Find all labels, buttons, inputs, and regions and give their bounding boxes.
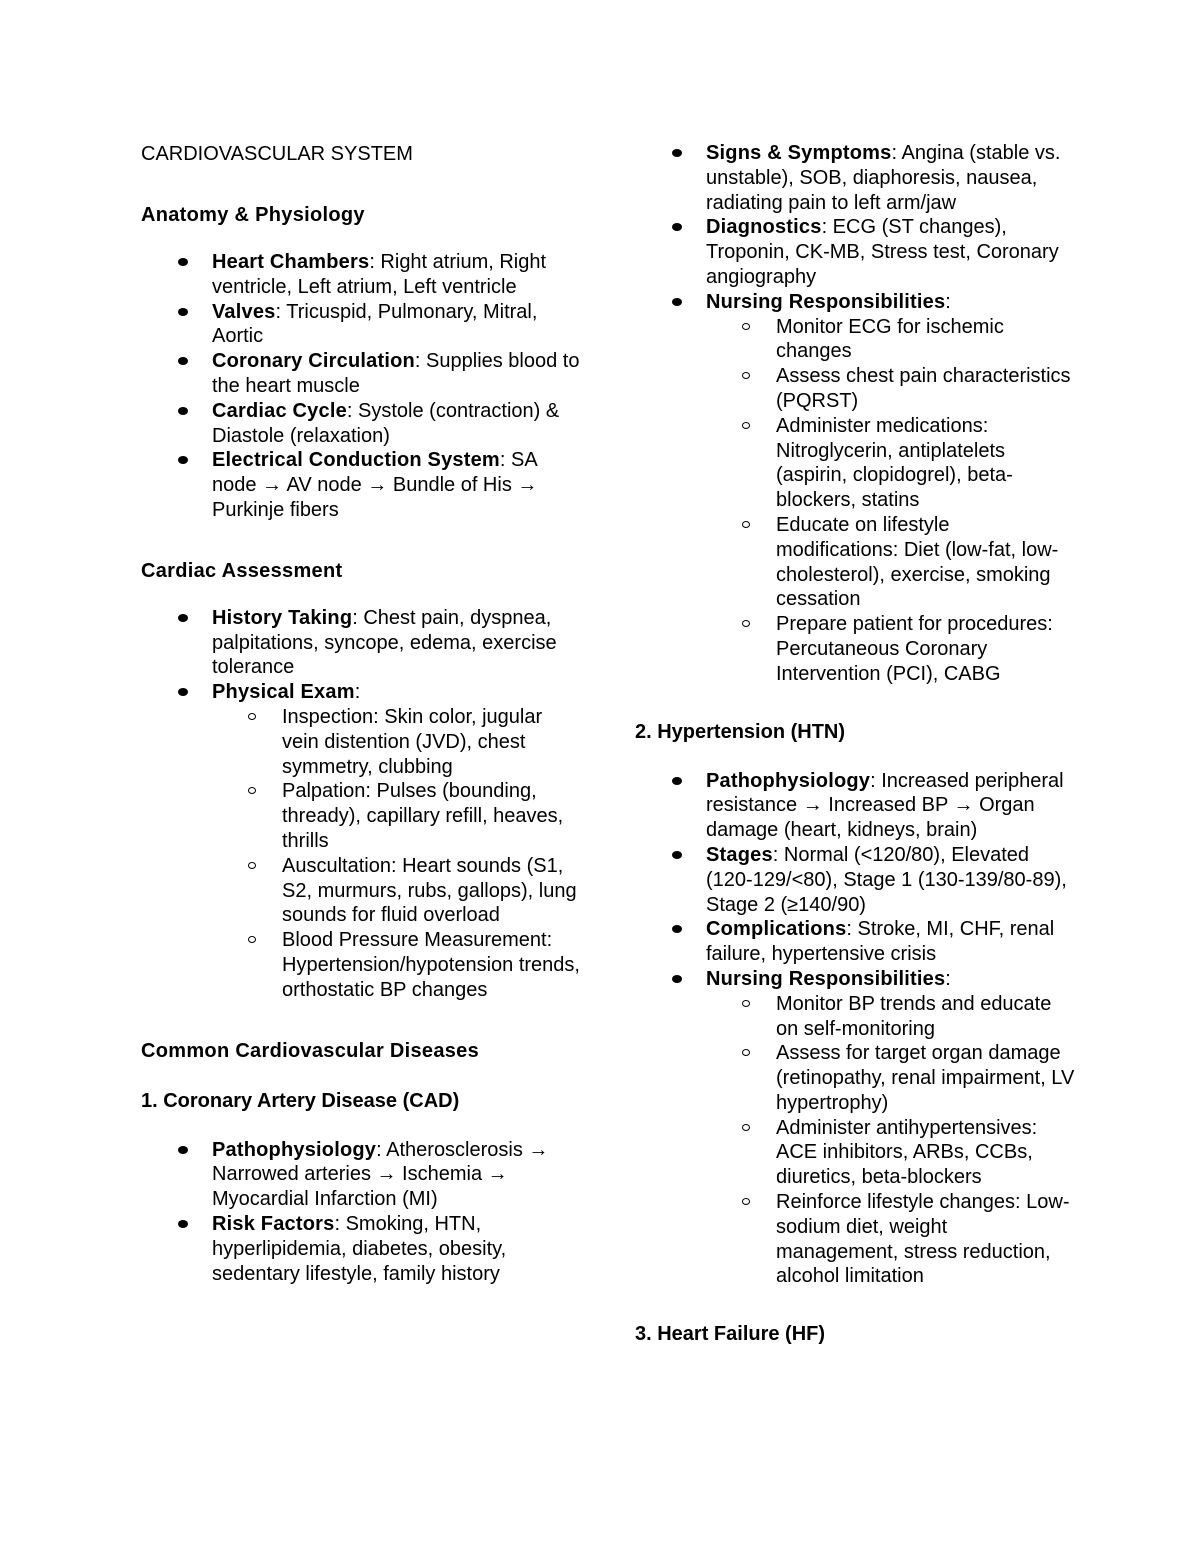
list-item-text: : Tricuspid, Pulmonary, Mitral, Aortic xyxy=(212,300,538,348)
sublist-item xyxy=(211,705,581,779)
sublist-item-text: Palpation: Pulses (bounding, thready), capillary refill, heaves, thrills xyxy=(282,780,564,852)
list-item-term: Pathophysiology xyxy=(706,769,871,792)
section-heading-diseases: Common Cardiovascular Diseases xyxy=(141,1039,480,1062)
bullet-icon xyxy=(672,777,682,785)
bullet-icon xyxy=(178,456,188,464)
sublist-item xyxy=(705,414,1075,513)
bullet-icon xyxy=(178,258,188,266)
bullet-icon xyxy=(178,1220,188,1228)
circle-bullet-icon xyxy=(742,1124,750,1131)
subsection-heading-htn: 2. Hypertension (HTN) xyxy=(635,720,846,743)
list-item-term: Heart Chambers xyxy=(212,251,370,273)
subsection-heading-cad: 1. Coronary Artery Disease (CAD) xyxy=(141,1089,460,1112)
sublist-item xyxy=(211,779,581,853)
list-item-term: Coronary Circulation xyxy=(212,350,415,373)
list-item xyxy=(635,290,1075,687)
list-item xyxy=(635,215,1075,289)
circle-bullet-icon xyxy=(742,1198,750,1205)
list-item xyxy=(141,606,581,680)
list-item xyxy=(141,399,581,449)
list-item-text: : xyxy=(354,681,361,704)
sublist-item xyxy=(211,854,581,928)
anatomy-list xyxy=(141,250,581,523)
list-item xyxy=(141,250,581,300)
bullet-icon xyxy=(672,149,682,157)
sublist-item-text: Assess for target organ damage (retinopathy, renal impairment, LV hypertrophy) xyxy=(776,1042,1075,1114)
right-column xyxy=(635,141,1075,1347)
list-item-text: : Atherosclerosis → Narrowed arteries → Ischemia → Myocardial Infarction (MI) xyxy=(212,1138,549,1211)
sublist-item-text: Educate on lifestyle modifications: Diet (low-fat, low-cholesterol), exercise, smoking cessation xyxy=(776,513,1059,611)
list-item-term: Risk Factors xyxy=(212,1212,335,1235)
list-item-term: Electrical Conduction System xyxy=(212,449,500,472)
sublist-item-text: Administer antihypertensives: ACE inhibitors, ARBs, CCBs, diuretics, beta-blockers xyxy=(776,1116,1038,1189)
list-item-text: : Smoking, HTN, hyperlipidemia, diabetes, obesity, sedentary lifestyle, family history xyxy=(212,1212,507,1285)
circle-bullet-icon xyxy=(742,620,750,627)
circle-bullet-icon xyxy=(742,422,750,429)
bullet-icon xyxy=(672,975,682,983)
list-item-text: : Angina (stable vs. unstable), SOB, diaphoresis, nausea, radiating pain to left arm/jaw xyxy=(706,142,1061,214)
list-item-text: : Systole (contraction) & Diastole (relaxation) xyxy=(212,399,560,447)
list-item xyxy=(141,300,581,350)
sublist-item xyxy=(705,1041,1075,1115)
bullet-icon xyxy=(178,357,188,365)
list-item-term: Nursing Responsibilities xyxy=(706,290,946,313)
circle-bullet-icon xyxy=(248,787,256,794)
sublist-item xyxy=(705,1190,1075,1289)
section-heading-assessment: Cardiac Assessment xyxy=(141,559,343,582)
sublist-item-text: Prepare patient for procedures: Percutaneous Coronary Intervention (PCI), CABG xyxy=(776,613,1053,685)
physical-exam-sublist xyxy=(211,705,581,1003)
sublist-item xyxy=(705,612,1075,686)
list-item-text: : xyxy=(945,290,951,313)
subsection-heading-hf: 3. Heart Failure (HF) xyxy=(635,1323,826,1346)
list-item xyxy=(635,917,1075,967)
list-item xyxy=(635,843,1075,917)
list-item xyxy=(141,1138,581,1212)
list-item-text: : xyxy=(945,967,951,990)
document-title: CARDIOVASCULAR SYSTEM xyxy=(141,143,413,165)
bullet-icon xyxy=(672,298,682,306)
sublist-item-text: Administer medications: Nitroglycerin, antiplatelets (aspirin, clopidogrel), beta-blockers, statins xyxy=(776,414,1013,512)
sublist-item xyxy=(705,513,1075,612)
bullet-icon xyxy=(672,223,682,231)
sublist-item xyxy=(705,1116,1075,1190)
circle-bullet-icon xyxy=(742,521,750,528)
list-item-term: Physical Exam xyxy=(212,681,355,704)
bullet-icon xyxy=(178,1146,188,1154)
list-item-term: Complications xyxy=(706,918,847,941)
cad-list xyxy=(141,1138,581,1287)
circle-bullet-icon xyxy=(742,372,750,379)
cad-nursing-sublist xyxy=(705,315,1075,687)
list-item-term: Cardiac Cycle xyxy=(212,399,347,422)
list-item-text: : Stroke, MI, CHF, renal failure, hypertensive crisis xyxy=(706,918,1055,966)
circle-bullet-icon xyxy=(248,936,256,943)
list-item-text: : Chest pain, dyspnea, palpitations, syncope, edema, exercise tolerance xyxy=(212,606,557,679)
sublist-item-text: Monitor BP trends and educate on self-monitoring xyxy=(776,992,1052,1040)
list-item-term: Nursing Responsibilities xyxy=(706,967,946,990)
list-item xyxy=(141,349,581,399)
list-item-text: : ECG (ST changes), Troponin, CK-MB, Stress test, Coronary angiography xyxy=(706,216,1059,288)
cad-continued-list xyxy=(635,141,1075,687)
sublist-item xyxy=(705,992,1075,1042)
circle-bullet-icon xyxy=(248,862,256,869)
sublist-item-text: Auscultation: Heart sounds (S1, S2, murmurs, rubs, gallops), lung sounds for fluid overload xyxy=(282,854,577,927)
list-item xyxy=(635,141,1075,215)
circle-bullet-icon xyxy=(742,1049,750,1056)
bullet-icon xyxy=(178,688,188,696)
list-item-term: History Taking xyxy=(212,606,353,629)
list-item-text: : Supplies blood to the heart muscle xyxy=(212,350,580,397)
bullet-icon xyxy=(178,614,188,622)
sublist-item-text: Reinforce lifestyle changes: Low-sodium diet, weight management, stress reduction, alcohol limitation xyxy=(776,1191,1070,1288)
sublist-item-text: Assess chest pain characteristics (PQRST) xyxy=(776,365,1071,412)
left-column xyxy=(141,141,581,1286)
htn-list xyxy=(635,769,1075,1290)
bullet-icon xyxy=(672,851,682,859)
assessment-list xyxy=(141,606,581,1003)
bullet-icon xyxy=(672,925,682,933)
list-item-text: : Increased peripheral resistance → Increased BP → Organ damage (heart, kidneys, brain) xyxy=(706,769,1064,842)
list-item-text: : Right atrium, Right ventricle, Left atrium, Left ventricle xyxy=(212,251,547,298)
bullet-icon xyxy=(178,407,188,415)
list-item-term: Signs & Symptoms xyxy=(706,142,892,164)
list-item xyxy=(635,967,1075,1289)
list-item xyxy=(141,448,581,522)
sublist-item xyxy=(211,928,581,1002)
circle-bullet-icon xyxy=(742,323,750,330)
list-item-text: : Normal (<120/80), Elevated (120-129/<80), Stage 1 (130-139/80-89), Stage 2 (≥140/90) xyxy=(706,843,1067,916)
htn-nursing-sublist xyxy=(705,992,1075,1290)
section-heading-anatomy: Anatomy & Physiology xyxy=(141,204,365,226)
list-item-term: Stages xyxy=(706,843,773,866)
sublist-item-text: Blood Pressure Measurement: Hypertension/hypotension trends, orthostatic BP changes xyxy=(282,929,580,1001)
sublist-item xyxy=(705,315,1075,365)
circle-bullet-icon xyxy=(248,713,256,720)
list-item xyxy=(635,769,1075,843)
list-item xyxy=(141,1212,581,1286)
circle-bullet-icon xyxy=(742,1000,750,1007)
sublist-item-text: Inspection: Skin color, jugular vein distention (JVD), chest symmetry, clubbing xyxy=(282,705,543,778)
list-item-text: : SA node → AV node → Bundle of His → Purkinje fibers xyxy=(212,449,538,521)
sublist-item xyxy=(705,364,1075,414)
list-item-term: Diagnostics xyxy=(706,216,822,239)
list-item-term: Pathophysiology xyxy=(212,1138,377,1161)
list-item xyxy=(141,680,581,1002)
list-item-term: Valves xyxy=(212,300,276,323)
bullet-icon xyxy=(178,308,188,316)
sublist-item-text: Monitor ECG for ischemic changes xyxy=(776,315,1004,363)
